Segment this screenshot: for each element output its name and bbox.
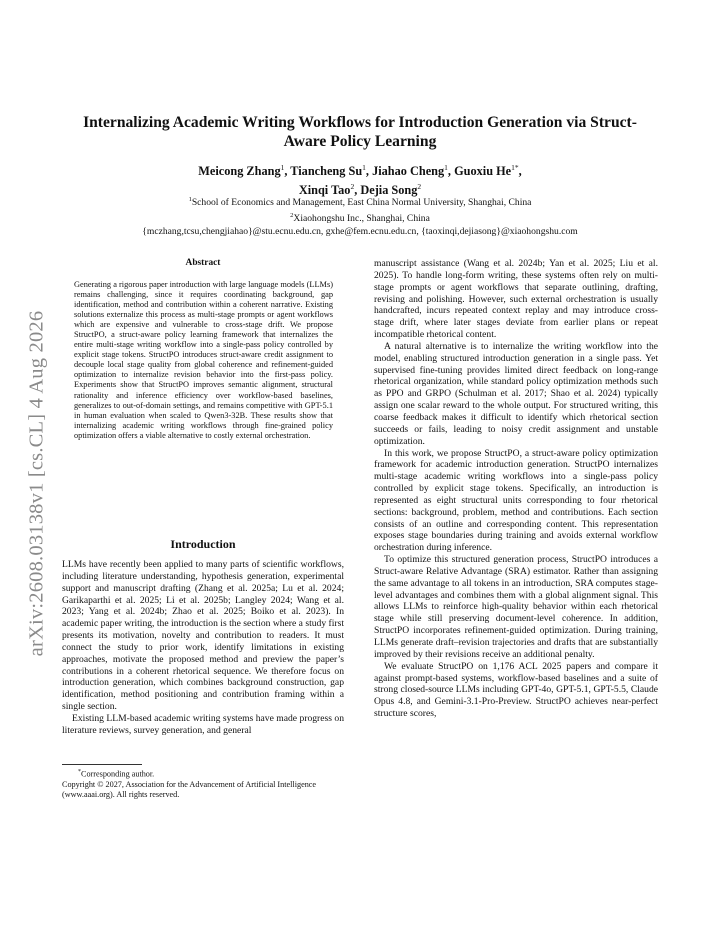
footnote-rule (62, 764, 142, 765)
author: Meicong Zhang$^1$ (198, 163, 285, 179)
paragraph: LLMs have recently been applied to many parts of scientific workflows, including literature understanding, hypothesis generation, experimental support and manuscript drafting (Zhang et al. 2025a; Lu et al. 2024; Garikaparthi et al. 2025; Li et al. 2025b; Langley 2024; Wang et al. 2023; Yang et al. 2024b; Zhao et al. 2025; Boiko et al. 2023). In academic paper writing, the introduction is the section where a study first presents its motivation, novelty and contribution to readers. It must connect the study to prior work, identify limitations in existing approaches, motivate the proposed method and preview the paper’s contributions in a coherent rhetorical sequence. We therefore focus on introduction generation, which combines background construction, gap identification, method positioning and contribution framing within a single section. (62, 559, 344, 713)
paragraph: We evaluate StructPO on 1,176 ACL 2025 papers and compare it against prompt-based systems, workflow-based baselines and a suite of strong closed-source LLMs including GPT-4o, GPT-5.1, GPT-5.5, Claude Opus 4.8, and Gemini-3.1-Pro-Preview. StructPO achieves near-perfect structure scores, (374, 660, 658, 720)
affiliation: $^1$School of Economics and Management, East China Normal University, Shanghai, China (188, 196, 532, 209)
introduction-right-column (374, 258, 658, 720)
paragraph: To optimize this structured generation process, StructPO introduces a Struct-aware Relative Advantage (SRA) estimator. Rather than assigning the same advantage to all tokens in an introduction, SRA computes stage-level advantages and combines them with a global alignment signal. This allows LLMs to reinforce high-quality behavior within each rhetorical stage while still preserving document-level coherence. In addition, StructPO incorporates refinement-guided optimization. During training, LLMs generate draft–revision trajectories and drafts that are substantially improved by their revisions receive an additional penalty. (374, 554, 658, 660)
abstract-heading: Abstract (185, 258, 221, 268)
paragraph: Existing LLM-based academic writing systems have made progress on literature reviews, survey generation, and general (62, 712, 344, 736)
author: Dejia Song$^2$ (360, 182, 422, 198)
email-list: {mczhang,tcsu,chengjiahao}@stu.ecnu.edu.cn, gxhe@fem.ecnu.edu.cn, {taoxinqi,dejiasong}@xiaohongshu.com (142, 225, 578, 237)
introduction-left-column (62, 559, 344, 737)
corresponding-author-note: *Corresponding author. (78, 769, 155, 779)
author: Xinqi Tao$^2$ (298, 182, 355, 198)
affiliation: $^2$Xiaohongshu Inc., Shanghai, China (290, 211, 430, 224)
copyright-notice: Copyright © 2027, Association for the Advancement of Artificial Intelligence (www.aaai.org). All rights reserved. (62, 779, 317, 799)
author: Jiahao Cheng$^1$ (372, 163, 448, 179)
introduction-heading: Introduction (170, 537, 236, 551)
author: Guoxiu $He^{1*}$ (454, 163, 519, 179)
paragraph: In this work, we propose StructPO, a struct-aware policy optimization framework for academic introduction generation. StructPO internalizes multi-stage academic writing workflows into a single-pass policy controlled by explicit stage tokens. Specifically, an introduction is represented as eight structural units corresponding to four rhetorical sections: background, problem, method and contributions. Each section consists of an outline and corresponding content. This representation exposes stage boundaries during training and avoids external workflow orchestration during inference. (374, 447, 658, 554)
arxiv-id-text: arXiv:2608.03138v1 [cs.CL] 4 Aug 2026 (25, 310, 48, 656)
paper-title: Internalizing Academic Writing Workflows for Introduction Generation via Struct-Aware Policy Learning (83, 114, 637, 150)
author-list: Meicong Zhang$^1$, Tiancheng Su$^1$, Jiahao Cheng$^1$, Guoxiu $He^{1*}$, Xinqi Tao$^2$, Dejia Song$^2$ (198, 163, 522, 198)
footnote (62, 767, 344, 800)
abstract-text: Generating a rigorous paper introduction with large language models (LLMs) remains challenging, since it requires coordinating background, gap identification, method and contribution within a coherent narrative. Existing solutions externalize this process as multi-stage prompts or agent workflows which are expensive and vulnerable to cross-stage drift. We propose StructPO, a struct-aware policy learning framework that internalizes the entire multi-stage writing workflow into a single-pass policy controlled by explicit stage tokens. StructPO introduces struct-aware credit assignment to decouple local stage quality from global coherence and refinement-guided optimization to internalize revision behavior into the first-pass policy. Experiments show that StructPO improves semantic alignment, structural rationality and inference efficiency over workflow-based baselines, generalizes to out-of-domain settings, and remains competitive with GPT-5.1 in human evaluation when scaled to Qwen3-32B. These results show that internalizing academic writing workflows through fine-grained policy optimization offers a viable alternative to costly external orchestration. (74, 280, 333, 440)
affiliations (90, 194, 630, 238)
paragraph: manuscript assistance (Wang et al. 2024b; Yan et al. 2025; Liu et al. 2025). To handle long-form writing, these systems often rely on multi-stage prompts or agent workflows that separate outlining, drafting, revising and polishing. However, such external orchestration is usually handcrafted, incurs repeated context replay and may introduce cross-stage drift, where later stages deviate from earlier plans or repeat incompatible rhetorical content. (374, 258, 658, 341)
author: Tiancheng Su$^1$ (290, 163, 366, 179)
paragraph: A natural alternative is to internalize the writing workflow into the model, enabling structured introduction generation in a single pass. Yet supervised fine-tuning provides limited direct feedback on long-range rhetorical organization, while standard policy optimization methods such as PPO and GRPO (Schulman et al. 2017; Shao et al. 2024) typically assign one scalar reward to the whole output. For structured writing, this coarse feedback makes it difficult to identify which rhetorical section succeeds or fails, leading to noisy credit assignment and unstable optimization. (374, 340, 658, 447)
arxiv-watermark (14, 310, 60, 656)
